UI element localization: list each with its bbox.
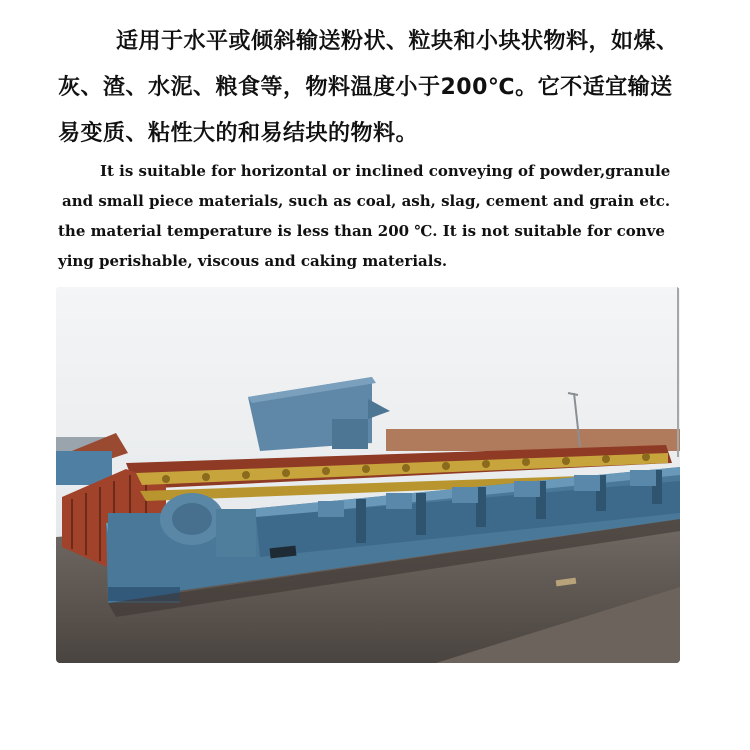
english-description-line: ying perishable, viscous and caking materials. xyxy=(58,252,448,270)
english-description-line: It is suitable for horizontal or inclined conveying of powder,granule xyxy=(100,162,671,180)
chinese-description-line: 适用于水平或倾斜输送粉状、粒块和小块状物料，如煤、 xyxy=(116,29,679,54)
chinese-description-line: 易变质、粘性大的和易结块的物料。 xyxy=(58,121,419,146)
chinese-description-line: 灰、渣、水泥、粮食等，物料温度小于200℃。它不适宜输送 xyxy=(58,75,673,100)
plate-conveyor-illustration xyxy=(56,287,680,663)
english-description-line: and small piece materials, such as coal, ash, slag, cement and grain etc. xyxy=(62,192,671,210)
english-description xyxy=(58,156,718,276)
hopper-gate xyxy=(332,419,368,449)
conveyor-photo xyxy=(56,287,680,663)
drive-motor-hub xyxy=(172,503,212,535)
english-description-line: the material temperature is less than 200 ℃. It is not suitable for conve xyxy=(58,222,665,240)
gear-reducer xyxy=(216,509,256,557)
chinese-description xyxy=(58,22,718,160)
